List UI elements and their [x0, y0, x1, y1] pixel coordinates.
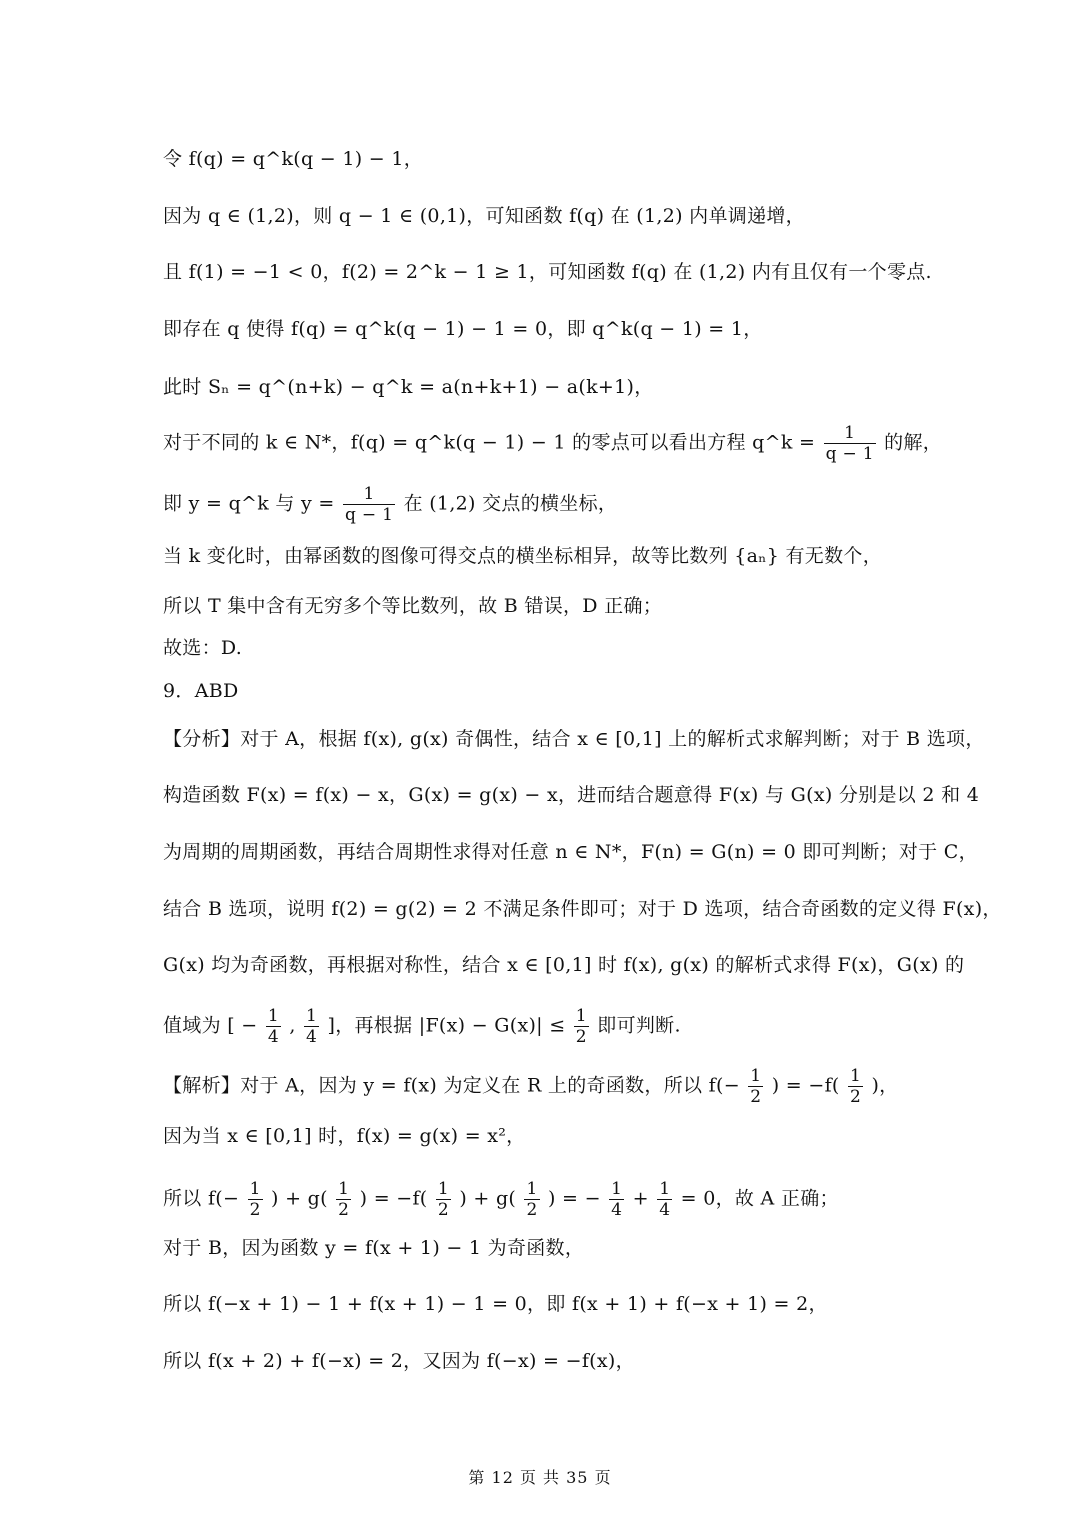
fraction: $\frac{1}{4}$ — [267, 1006, 279, 1047]
text-line: 且 f(1) = −1 < 0，f(2) = 2^k − 1 ≥ 1，可知函数 f(q) 在 (1,2) 内有且仅有一个零点. — [163, 261, 932, 283]
fraction: $\frac{1}{4}$ — [306, 1006, 318, 1047]
text-line: 故选：D. — [163, 637, 243, 659]
fraction: $\frac{1}{2}$ — [575, 1006, 587, 1047]
text-line: 构造函数 F(x) = f(x) − x，G(x) = g(x) − x，进而结合题意得 F(x) 与 G(x) 分别是以 2 和 4 — [163, 784, 980, 806]
text-line: 所以 f(−x + 1) − 1 + f(x + 1) − 1 = 0，即 f(x + 1) + f(−x + 1) = 2， — [163, 1293, 828, 1315]
fraction: $\frac{1}{2}$ — [437, 1179, 449, 1220]
fraction: $\frac{1}{4}$ — [611, 1179, 623, 1220]
fraction: $\frac{1}{q - 1}$ — [344, 484, 394, 525]
fraction: $\frac{1}{2}$ — [526, 1179, 538, 1220]
fraction: $\frac{1}{2}$ — [849, 1066, 862, 1107]
text-line: 结合 B 选项，说明 f(2) = g(2) = 2 不满足条件即可；对于 D 选项，结合奇函数的定义得 F(x)， — [163, 898, 1002, 920]
text-line: 即存在 q 使得 f(q) = q^k(q − 1) − 1 = 0，即 q^k(q − 1) = 1， — [163, 318, 763, 340]
fraction: $\frac{1}{2}$ — [750, 1066, 762, 1107]
fraction: $\frac{1}{2}$ — [338, 1179, 350, 1220]
text-line-fraction: 对于不同的 k ∈ N*，f(q) = q^k(q − 1) − 1 的零点可以看出方程 q^k = $\frac{1}{q - 1}$ 的解， — [163, 423, 943, 464]
text-line: 因为 q ∈ (1,2)，则 q − 1 ∈ (0,1)，可知函数 f(q) 在 (1,2) 内单调递增， — [163, 205, 805, 227]
text-line: 此时 Sₙ = q^(n+k) − q^k = a(n+k+1) − a(k+1)， — [163, 376, 654, 398]
text-line: 令 f(q) = q^k(q − 1) − 1， — [163, 148, 424, 170]
answer-heading: 9．ABD — [163, 680, 239, 702]
text-line: 当 k 变化时，由幂函数的图像可得交点的横坐标相异，故等比数列 {aₙ} 有无数个， — [163, 545, 882, 567]
text-line: 为周期的周期函数，再结合周期性求得对任意 n ∈ N*，F(n) = G(n) = 0 即可判断；对于 C， — [163, 841, 978, 863]
text-line-fraction: 值域为 [ − $\frac{1}{4}$ , $\frac{1}{4}$ ]，再根据 |F(x) − G(x)| ≤ $\frac{1}{2}$ 即可判断. — [163, 1006, 681, 1047]
text-line: 所以 T 集中含有无穷多个等比数列，故 B 错误，D 正确； — [163, 595, 663, 617]
fraction: $\frac{1}{4}$ — [659, 1179, 671, 1220]
fraction: $\frac{1}{q - 1}$ — [825, 423, 874, 464]
text-line-fraction: 【解析】对于 A，因为 y = f(x) 为定义在 R 上的奇函数，所以 f(− $\frac{1}{2}$ ) = −f( $\frac{1}{2}$ )， — [163, 1066, 899, 1107]
text-line: 因为当 x ∈ [0,1] 时，f(x) = g(x) = x²， — [163, 1125, 526, 1147]
text-line: 【分析】对于 A，根据 f(x), g(x) 奇偶性，结合 x ∈ [0,1] 上的解析式求解判断；对于 B 选项， — [163, 728, 985, 750]
text-line: G(x) 均为奇函数，再根据对称性，结合 x ∈ [0,1] 时 f(x), g(x) 的解析式求得 F(x)，G(x) 的 — [163, 954, 965, 976]
text-line: 所以 f(x + 2) + f(−x) = 2，又因为 f(−x) = −f(x)， — [163, 1350, 635, 1372]
fraction: $\frac{1}{2}$ — [249, 1179, 261, 1220]
page-footer: 第 12 页 共 35 页 — [468, 1468, 612, 1487]
text-line-fraction: 所以 f(− $\frac{1}{2}$ ) + g( $\frac{1}{2}$ ) = −f( $\frac{1}{2}$ ) + g( $\frac{1}{2}$ ) = − $\frac{1}{4}$ + $\frac{1}{4}$ = 0，故 A 正确； — [163, 1179, 839, 1220]
text-line: 对于 B，因为函数 y = f(x + 1) − 1 为奇函数， — [163, 1237, 585, 1259]
text-line-fraction: 即 y = q^k 与 y = $\frac{1}{q - 1}$ 在 (1,2) 交点的横坐标， — [163, 484, 618, 525]
